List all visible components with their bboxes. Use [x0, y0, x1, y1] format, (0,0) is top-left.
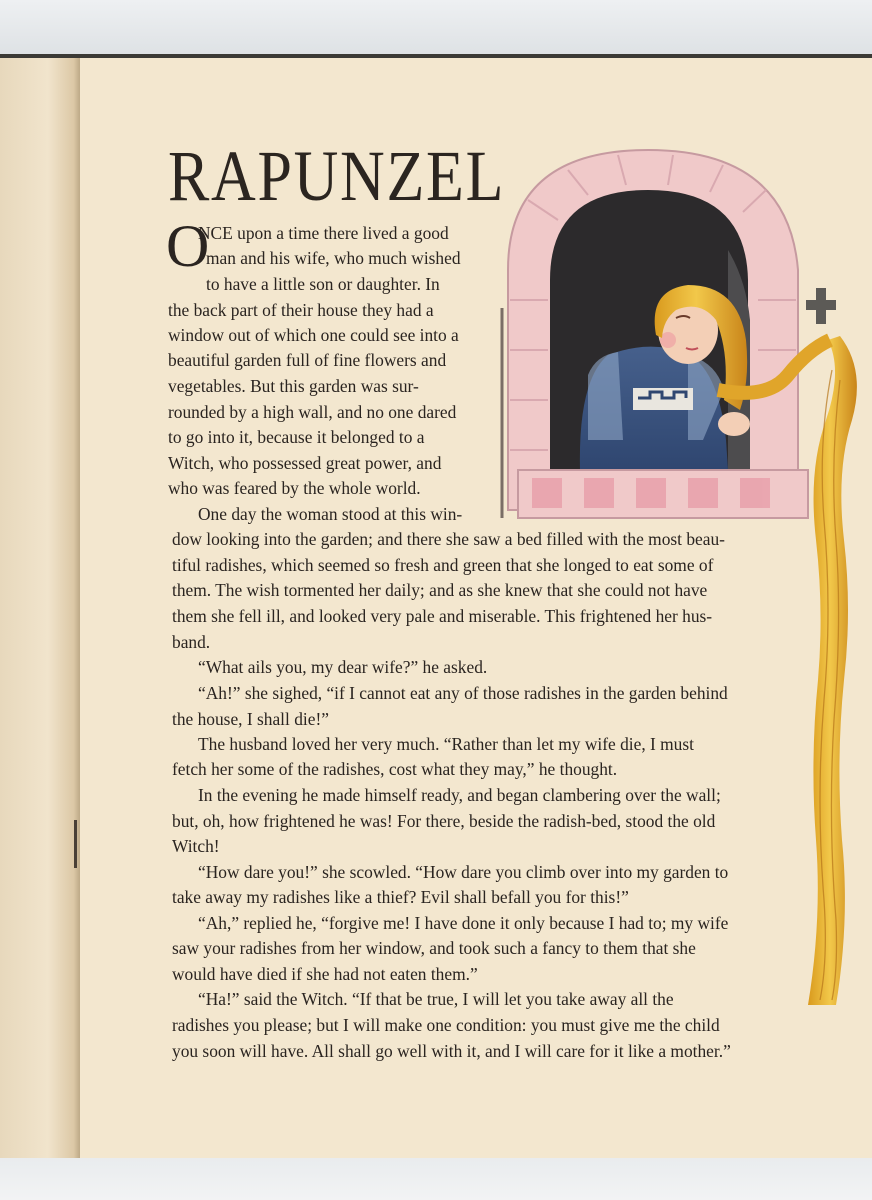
text-line: In the evening he made himself ready, and began clambering over the wall; — [198, 785, 721, 805]
text-line: who was feared by the whole world. — [168, 478, 421, 498]
spine-mark — [74, 820, 77, 868]
text-line: “How dare you!” she scowled. “How dare you climb over into my garden to — [198, 862, 729, 882]
text-line: “What ails you, my dear wife?” he asked. — [198, 657, 488, 677]
text-line: but, oh, how frightened he was! For there, beside the radish-bed, stood the old — [172, 811, 716, 831]
text-line: you soon will have. All shall go well with it, and I will care for it like a mother.” — [172, 1041, 731, 1061]
text-line: Witch, who possessed great power, and — [168, 453, 442, 473]
text-line: rounded by a high wall, and no one dared — [168, 402, 457, 422]
text-line: to go into it, because it belonged to a — [168, 427, 425, 447]
text-line: “Ah,” replied he, “forgive me! I have done it only because I had to; my wife — [198, 913, 729, 933]
drop-cap: O — [166, 213, 210, 279]
scan-background-top — [0, 0, 872, 58]
text-line: take away my radishes like a thief? Evil shall befall you for this!” — [172, 887, 629, 907]
text-line: saw your radishes from her window, and took such a fancy to them that she — [172, 938, 696, 958]
text-line: to have a little son or daughter. In — [206, 274, 440, 294]
text-line: band. — [172, 632, 211, 652]
text-line: them she fell ill, and looked very pale and miserable. This frightened her hus- — [172, 606, 713, 626]
text-line: fetch her some of the radishes, cost what they may,” he thought. — [172, 759, 618, 779]
text-line: would have died if she had not eaten them.” — [172, 964, 478, 984]
text-line: them. The wish tormented her daily; and as she knew that she could not have — [172, 580, 708, 600]
text-line: NCE upon a time there lived a good — [198, 223, 449, 243]
text-line: vegetables. But this garden was sur- — [168, 376, 419, 396]
scan-background-bottom — [0, 1158, 872, 1200]
text-line: radishes you please; but I will make one condition: you must give me the child — [172, 1015, 720, 1035]
page-title: RAPUNZEL — [168, 136, 506, 216]
text-line: tiful radishes, which seemed so fresh and green that she longed to eat some of — [172, 555, 714, 575]
text-line: man and his wife, who much wished — [206, 248, 461, 268]
text-line: the house, I shall die!” — [172, 709, 329, 729]
text-line: the back part of their house they had a — [168, 300, 434, 320]
text-line: One day the woman stood at this win- — [198, 504, 463, 524]
book-spine — [0, 58, 80, 1158]
text-line: “Ha!” said the Witch. “If that be true, I will let you take away all the — [198, 989, 674, 1009]
text-line: Witch! — [172, 836, 220, 856]
text-line: “Ah!” she sighed, “if I cannot eat any of those radishes in the garden behind — [198, 683, 728, 703]
text-line: window out of which one could see into a — [168, 325, 459, 345]
text-line: dow looking into the garden; and there she saw a bed filled with the most beau- — [172, 529, 725, 549]
text-line: The husband loved her very much. “Rather than let my wife die, I must — [198, 734, 694, 754]
text-line: beautiful garden full of fine flowers and — [168, 350, 447, 370]
